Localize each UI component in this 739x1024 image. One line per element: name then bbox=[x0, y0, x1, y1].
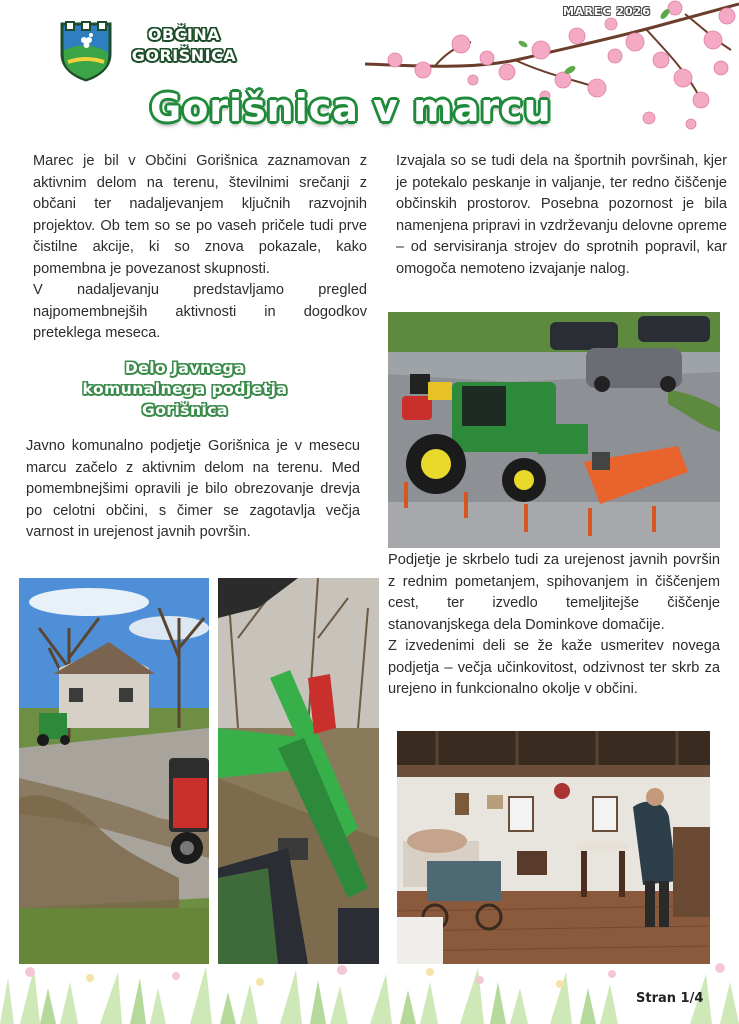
cleaning-text bbox=[388, 550, 720, 701]
sports-fields-text bbox=[396, 151, 727, 280]
tree-pruning-road-photo bbox=[19, 578, 209, 964]
municipality-line-1: OBČINA bbox=[147, 25, 221, 44]
section-heading bbox=[30, 358, 340, 421]
grass-flowers-decoration bbox=[0, 958, 739, 1024]
intro-paragraph-1: Marec je bil v Občini Gorišnica zaznamovan z aktivnim delom na terenu, številnimi srečanji z občani ter nadaljevanjem ključnih razvojnih projektov. Ob tem so se po vaseh pričele tudi prve čistilne akcije, ki so znova pokazale, kako pomembna je povezanost skupnosti. bbox=[33, 153, 367, 277]
section-heading-line-1: Delo Javnega bbox=[124, 359, 246, 377]
right-paragraph-3: Z izvedenimi deli se že kaže usmeritev novega podjetja – večja učinkovitost, odzivnost ter skrb za urejeno in funkcionalno okolje v občini. bbox=[388, 638, 720, 697]
section-heading-line-3: Gorišnica bbox=[141, 401, 229, 419]
municipality-name bbox=[120, 24, 248, 66]
pruning-machine-photo bbox=[218, 578, 379, 964]
tractor-sweeping-photo bbox=[388, 312, 720, 548]
page-title: Gorišnica v marcu bbox=[150, 86, 552, 130]
section-text bbox=[26, 436, 360, 544]
page-number: Stran 1/4 bbox=[636, 991, 704, 1006]
section-heading-line-2: komunalnega podjetja bbox=[82, 380, 288, 398]
intro-text bbox=[33, 151, 367, 345]
municipality-coat-of-arms bbox=[58, 20, 114, 82]
intro-paragraph-2: V nadaljevanju predstavljamo pregled najpomembnejših aktivnosti in dogodkov preteklega meseca. bbox=[33, 282, 367, 341]
dominkova-homestead-interior-photo bbox=[397, 731, 710, 964]
right-paragraph-1: Izvajala so se tudi dela na športnih površinah, kjer je potekalo peskanje in valjanje, ter redno čiščenje občinskih prostorov. Posebna pozornost je bila namenjena pripravi in vzdrževanju delovne opreme – od servisiranja strojev do sprotnih popravil, kar omogoča nemoteno izvajanje nalog. bbox=[396, 153, 727, 277]
section-paragraph: Javno komunalno podjetje Gorišnica je v mesecu marcu začelo z aktivnim delom na terenu. Med pomembnejšimi opravili je bilo obrezovanje drevja po celotni občini, s čimer se zagotavlja večja varnost in urejenost javnih površin. bbox=[26, 438, 360, 540]
right-paragraph-2: Podjetje je skrbelo tudi za urejenost javnih površin z rednim pometanjem, spihovanjem in čiščenjem cest, ter izvedlo temeljitejše čiščenje stanovanjskega dela Dominkove domačije. bbox=[388, 552, 720, 633]
municipality-line-2: GORIŠNICA bbox=[131, 46, 237, 65]
issue-date: MAREC 2026 bbox=[563, 5, 651, 18]
